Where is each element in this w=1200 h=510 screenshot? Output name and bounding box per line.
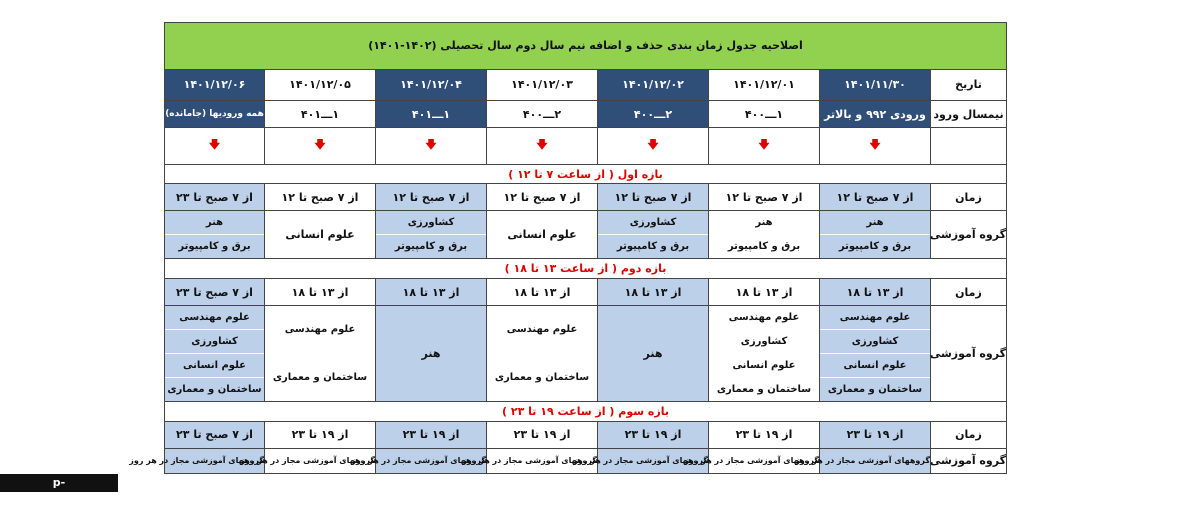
section-header-first: بازه اول ( از ساعت ۷ تا ۱۲ ) [165, 164, 1007, 184]
time-cell: از ۷ صبح تا ۱۲ [598, 184, 709, 211]
group-cell: هنر برق و کامپیوتر [820, 211, 931, 259]
group-cell: کشاورزی برق و کامپیوتر [376, 211, 487, 259]
group-cell: گروههای آموزشی مجاز در هر روز [820, 448, 931, 473]
group-cell: گروههای آموزشی مجاز در هر روز [265, 448, 376, 473]
group-cell: هنر برق و کامپیوتر [709, 211, 820, 259]
row-label-time: زمان [931, 421, 1007, 448]
date-cell: ۱۴۰۱/۱۲/۰۱ [709, 69, 820, 100]
group-cell: علوم مهندسی ساختمان و معماری [487, 306, 598, 402]
down-arrow-icon: 🡇 [820, 128, 931, 164]
entry-cell: ۱ـــ۴۰۰ [709, 101, 820, 128]
time-cell: از ۱۹ تا ۲۳ [376, 421, 487, 448]
row-label-time: زمان [931, 279, 1007, 306]
time-cell: از ۱۹ تا ۲۳ [487, 421, 598, 448]
group-cell: هنر [376, 306, 487, 402]
section-header-third: بازه سوم ( از ساعت ۱۹ تا ۲۳ ) [165, 402, 1007, 422]
down-arrow-icon: 🡇 [265, 128, 376, 164]
entry-cell: ۲ـــ۴۰۰ [598, 101, 709, 128]
entry-cell: ۱ـــ۴۰۱ [376, 101, 487, 128]
group-cell: گروههای آموزشی مجاز در هر روز [487, 448, 598, 473]
entry-cell: همه ورودیها (جامانده) [165, 101, 265, 128]
time-cell: از ۱۹ تا ۲۳ [820, 421, 931, 448]
row-label-date: تاریخ [931, 69, 1007, 100]
row-label-group: گروه آموزشی [931, 211, 1007, 259]
time-cell: از ۷ صبح تا ۱۲ [709, 184, 820, 211]
time-cell: از ۷ صبح تا ۱۲ [265, 184, 376, 211]
date-cell: ۱۴۰۱/۱۲/۰۶ [165, 69, 265, 100]
time-cell: از ۷ صبح تا ۲۳ [165, 184, 265, 211]
entry-cell: ورودی ۹۹۲ و بالاتر [820, 101, 931, 128]
time-cell: از ۷ صبح تا ۱۲ [376, 184, 487, 211]
date-cell: ۱۴۰۱/۱۲/۰۴ [376, 69, 487, 100]
group-cell: گروههای آموزشی مجاز در هر روز [598, 448, 709, 473]
time-cell: از ۱۳ تا ۱۸ [598, 279, 709, 306]
group-cell: علوم انسانی [487, 211, 598, 259]
entry-cell: ۲ـــ۴۰۰ [487, 101, 598, 128]
down-arrow-icon: 🡇 [487, 128, 598, 164]
row-label-group: گروه آموزشی [931, 306, 1007, 402]
down-arrow-icon: 🡇 [165, 128, 265, 164]
time-cell: از ۷ صبح تا ۲۳ [165, 421, 265, 448]
time-cell: از ۱۳ تا ۱۸ [487, 279, 598, 306]
down-arrow-icon: 🡇 [598, 128, 709, 164]
date-cell: ۱۴۰۱/۱۱/۳۰ [820, 69, 931, 100]
date-cell: ۱۴۰۱/۱۲/۰۲ [598, 69, 709, 100]
time-cell: از ۱۹ تا ۲۳ [598, 421, 709, 448]
row-label-group: گروه آموزشی [931, 448, 1007, 473]
down-arrow-icon: 🡇 [376, 128, 487, 164]
group-cell: علوم مهندسی کشاورزی علوم انسانی ساختمان و معماری [820, 306, 931, 402]
time-cell: از ۱۹ تا ۲۳ [265, 421, 376, 448]
group-cell: گروههای آموزشی مجاز در هر روز [165, 448, 265, 473]
schedule-table [129, 22, 1007, 474]
time-cell: از ۷ صبح تا ۲۳ [165, 279, 265, 306]
group-cell: کشاورزی برق و کامپیوتر [598, 211, 709, 259]
time-cell: از ۱۳ تا ۱۸ [265, 279, 376, 306]
site-watermark: p-borujerd.tvu.ac.ir [0, 474, 118, 492]
date-cell: ۱۴۰۱/۱۲/۰۳ [487, 69, 598, 100]
down-arrow-icon: 🡇 [709, 128, 820, 164]
time-cell: از ۱۳ تا ۱۸ [709, 279, 820, 306]
date-cell: ۱۴۰۱/۱۲/۰۵ [265, 69, 376, 100]
time-cell: از ۱۳ تا ۱۸ [376, 279, 487, 306]
row-label-semester: نیمسال ورود [931, 101, 1007, 128]
group-cell: گروههای آموزشی مجاز در هر روز [376, 448, 487, 473]
section-header-second: بازه دوم ( از ساعت ۱۳ تا ۱۸ ) [165, 259, 1007, 279]
entry-cell: ۱ـــ۴۰۱ [265, 101, 376, 128]
group-cell: علوم مهندسی کشاورزی علوم انسانی ساختمان و معماری [165, 306, 265, 402]
time-cell: از ۷ صبح تا ۱۲ [820, 184, 931, 211]
group-cell: هنر [598, 306, 709, 402]
group-cell: علوم مهندسی کشاورزی علوم انسانی ساختمان و معماری [709, 306, 820, 402]
group-cell: گروههای آموزشی مجاز در هر روز [709, 448, 820, 473]
time-cell: از ۱۳ تا ۱۸ [820, 279, 931, 306]
row-label-time: زمان [931, 184, 1007, 211]
group-cell: علوم مهندسی ساختمان و معماری [265, 306, 376, 402]
group-cell: علوم انسانی [265, 211, 376, 259]
table-title: اصلاحیه جدول زمان بندی حذف و اضافه نیم سال دوم سال تحصیلی (۱۴۰۲-۱۴۰۱) [165, 23, 1007, 70]
time-cell: از ۷ صبح تا ۱۲ [487, 184, 598, 211]
time-cell: از ۱۹ تا ۲۳ [709, 421, 820, 448]
group-cell: هنر برق و کامپیوتر [165, 211, 265, 259]
